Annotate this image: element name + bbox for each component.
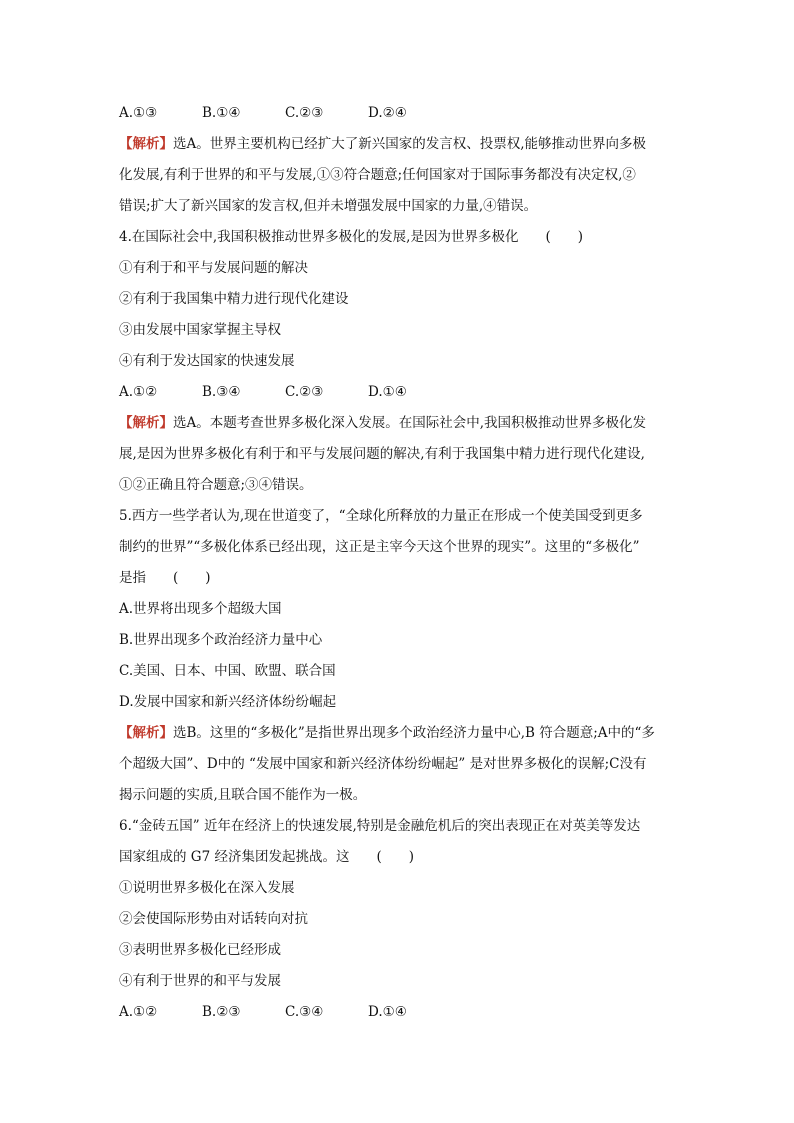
q6-item-3: ③表明世界多极化已经形成: [119, 942, 281, 958]
q4-item-1: ①有利于和平与发展问题的解决: [119, 260, 308, 276]
q4-analysis-line-3: ①②正确且符合题意;③④错误。: [119, 477, 313, 493]
q5-option-c: C.美国、日本、中国、欧盟、联合国: [119, 663, 336, 679]
q6-item-4: ④有利于世界的和平与发展: [119, 973, 281, 989]
q4-analysis-line-1: [119, 408, 679, 439]
q5-option-a: A.世界将出现多个超级大国: [119, 601, 282, 617]
q4-option-b: B.③④: [202, 384, 241, 400]
q3-analysis-line-1: [119, 129, 679, 160]
q6-stem-line-1: 6.“金砖五国” 近年在经济上的快速发展,特别是金融危机后的突出表现正在对英美等发达: [119, 818, 641, 834]
analysis-tag: 【解析】: [119, 725, 173, 741]
q4-item-4: ④有利于发达国家的快速发展: [119, 353, 295, 369]
q5-stem-line-2: 制约的世界”“多极化体系已经出现，这正是主宰今天这个世界的现实”。这里的“多极化”: [119, 539, 640, 555]
q6-options: [119, 997, 679, 1028]
q4-analysis-line-2: 展,是因为世界多极化有利于和平与发展问题的解决,有利于我国集中精力进行现代化建设,: [119, 446, 645, 462]
q5-analysis-text-1: 选B。这里的“多极化”是指世界出现多个政治经济力量中心,B 符合题意;A中的“多: [173, 725, 655, 741]
q4-option-d: D.①④: [368, 384, 407, 400]
q4-analysis-text-1: 选A。本题考查世界多极化深入发展。在国际社会中,我国积极推动世界多极化发: [173, 415, 647, 431]
q5-stem-line-3: 是指 ( ): [119, 570, 211, 586]
q3-analysis: [119, 129, 679, 222]
q6-option-b: B.②③: [202, 1004, 241, 1020]
q5-analysis-line-1: [119, 718, 679, 749]
q6-stem: [119, 811, 679, 873]
q4-option-c: C.②③: [285, 384, 324, 400]
q3-option-d: D.②④: [368, 105, 407, 121]
q4-item-3: ③由发展中国家掌握主导权: [119, 322, 281, 338]
q4-analysis: [119, 408, 679, 501]
q3-option-b: B.①④: [202, 105, 241, 121]
q4-options: [119, 377, 679, 408]
q5-stem-line-1: 5.西方一些学者认为,现在世道变了，“全球化所释放的力量正在形成一个使美国受到更多: [119, 508, 643, 524]
q4-option-a: A.①②: [119, 384, 158, 400]
q5-option-d: D.发展中国家和新兴经济体纷纷崛起: [119, 694, 337, 710]
q3-analysis-line-2: 化发展,有利于世界的和平与发展,①③符合题意;任何国家对于国际事务都没有决定权,②: [119, 167, 636, 183]
q3-options: [119, 98, 679, 129]
q6-item-1: ①说明世界多极化在深入发展: [119, 880, 295, 896]
q4-stem: 4.在国际社会中,我国积极推动世界多极化的发展,是因为世界多极化 ( ): [119, 229, 583, 245]
q6-option-d: D.①④: [368, 1004, 407, 1020]
q5-stem: [119, 501, 679, 594]
q5-analysis-line-3: 揭示问题的实质,且联合国不能作为一极。: [119, 787, 367, 803]
q6-option-c: C.③④: [285, 1004, 324, 1020]
q3-analysis-line-3: 错误;扩大了新兴国家的发言权,但并未增强发展中国家的力量,④错误。: [119, 198, 538, 214]
q5-analysis-line-2: 个超级大国”、D中的 “发展中国家和新兴经济体纷纷崛起” 是对世界多极化的误解;C没有: [119, 756, 647, 772]
q3-option-c: C.②③: [285, 105, 324, 121]
q3-option-a: A.①③: [119, 105, 158, 121]
q5-option-b: B.世界出现多个政治经济力量中心: [119, 632, 323, 648]
q6-item-2: ②会使国际形势由对话转向对抗: [119, 911, 308, 927]
q4-item-2: ②有利于我国集中精力进行现代化建设: [119, 291, 349, 307]
q6-option-a: A.①②: [119, 1004, 158, 1020]
q3-analysis-text-1: 选A。世界主要机构已经扩大了新兴国家的发言权、投票权,能够推动世界向多极: [173, 136, 647, 152]
analysis-tag: 【解析】: [119, 415, 173, 431]
analysis-tag: 【解析】: [119, 136, 173, 152]
q6-stem-line-2: 国家组成的 G7 经济集团发起挑战。这 ( ): [119, 849, 414, 865]
q5-analysis: [119, 718, 679, 811]
page-content: [119, 98, 679, 1028]
